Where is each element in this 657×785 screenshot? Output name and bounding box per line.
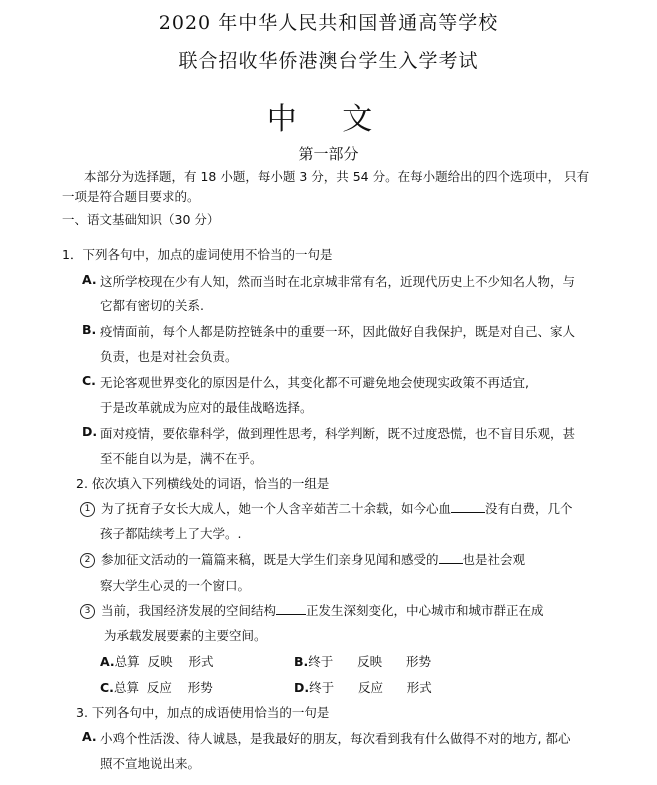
section-heading: 一、语文基础知识（30 分） [62,212,220,227]
q2-option-c-text: 总算 反应 形势 [113,680,213,695]
q1-option-a-line2: 它都有密切的关系. [100,298,204,313]
q2-item-1-line2: 孩子都陆续考上了大学。. [100,526,242,541]
q1-stem: 1．下列各句中，加点的虚词使用不恰当的一句是 [62,247,333,262]
q1-option-b-line1: 疫情面前，每个人都是防控链条中的重要一环，因此做好自我保护，既是对自己、家人 [100,324,576,339]
q3-option-a-label: A. [82,729,97,744]
q1-option-b-line2: 负责，也是对社会负责。 [100,349,238,364]
q3-option-a-line2: 照不宣地说出来。 [100,756,201,771]
q1-option-c-line1: 无论客观世界变化的原因是什么，其变化都不可避免地会使现实政策不再适宜, [100,375,529,390]
q2-option-d [294,678,432,696]
fill-blank-1 [451,501,485,513]
q2-item-1-text-b: 没有白费，几个 [485,501,573,516]
circled-number-3: 3 [80,604,95,619]
fill-blank-2 [439,552,463,564]
q3-option-a-line1: 小鸡个性活泼、待人诚恳，是我最好的朋友，每次看到我有什么做得不对的地方, 都心 [100,731,571,746]
q1-option-a-line1: 这所学校现在少有人知，然而当时在北京城非常有名，近现代历史上不少知名人物，与 [100,274,576,289]
q2-stem: 2. 依次填入下列横线处的词语，恰当的一组是 [76,476,330,491]
q2-option-d-label: D. [294,680,310,695]
q2-option-b-label: B. [294,654,309,669]
q2-item-3-text-a: 当前，我国经济发展的空间结构 [101,603,277,618]
q2-item-2-line2: 察大学生心灵的一个窗口。 [100,578,251,593]
q1-option-b-label: B. [82,322,97,337]
q2-item-1-text-a: 为了抚育子女长大成人，她一个人含辛茹苦二十余载，如今心血 [101,501,452,516]
q2-item-3 [80,601,544,619]
q2-option-c-label: C. [100,680,114,695]
q1-option-d-label: D. [82,424,98,439]
q1-option-d-line2: 至不能自以为是，满不在乎。 [100,451,263,466]
q1-option-c-label: C. [82,373,96,388]
circled-number-2: 2 [80,553,95,568]
q2-option-a-text: 总算 反映 形式 [114,654,214,669]
q2-option-a [100,652,214,670]
q2-option-c [100,678,213,696]
intro-line1: 本部分为选择题，有 18 小题，每小题 3 分，共 54 分。在每小题给出的四个选项中， 只有 [84,169,590,184]
exam-title-line2: 联合招收华侨港澳台学生入学考试 [178,50,479,72]
q1-option-d-line1: 面对疫情，要依靠科学，做到理性思考，科学判断，既不过度恐慌，也不盲目乐观，甚 [100,426,576,441]
q2-option-a-label: A. [100,654,115,669]
q2-option-b-text: 终于 反映 形势 [308,654,431,669]
subject-title: 中 文 [266,102,391,137]
q2-item-2-text-a: 参加征文活动的一篇篇来稿，既是大学生们亲身见闻和感受的 [101,552,439,567]
q2-item-3-text-b: 正发生深刻变化，中心城市和城市群正在成 [306,603,544,618]
part-heading: 第一部分 [298,145,359,163]
exam-title-line1: 2020 年中华人民共和国普通高等学校 [158,12,499,34]
q2-option-b [294,652,431,670]
q2-item-2-text-b: 也是社会观 [462,552,526,567]
fill-blank-3 [276,603,306,615]
q2-item-2 [80,550,525,568]
q1-option-a-label: A. [82,272,97,287]
q3-stem: 3. 下列各句中，加点的成语使用恰当的一句是 [76,705,330,720]
circled-number-1: 1 [80,502,95,517]
q1-option-c-line2: 于是改革就成为应对的最佳战略选择。 [100,400,313,415]
q2-option-d-text: 终于 反应 形式 [309,680,432,695]
intro-line2: 一项是符合题目要求的。 [62,189,200,204]
q2-item-1 [80,499,573,517]
q2-item-3-line2: 为承载发展要素的主要空间。 [104,628,267,643]
